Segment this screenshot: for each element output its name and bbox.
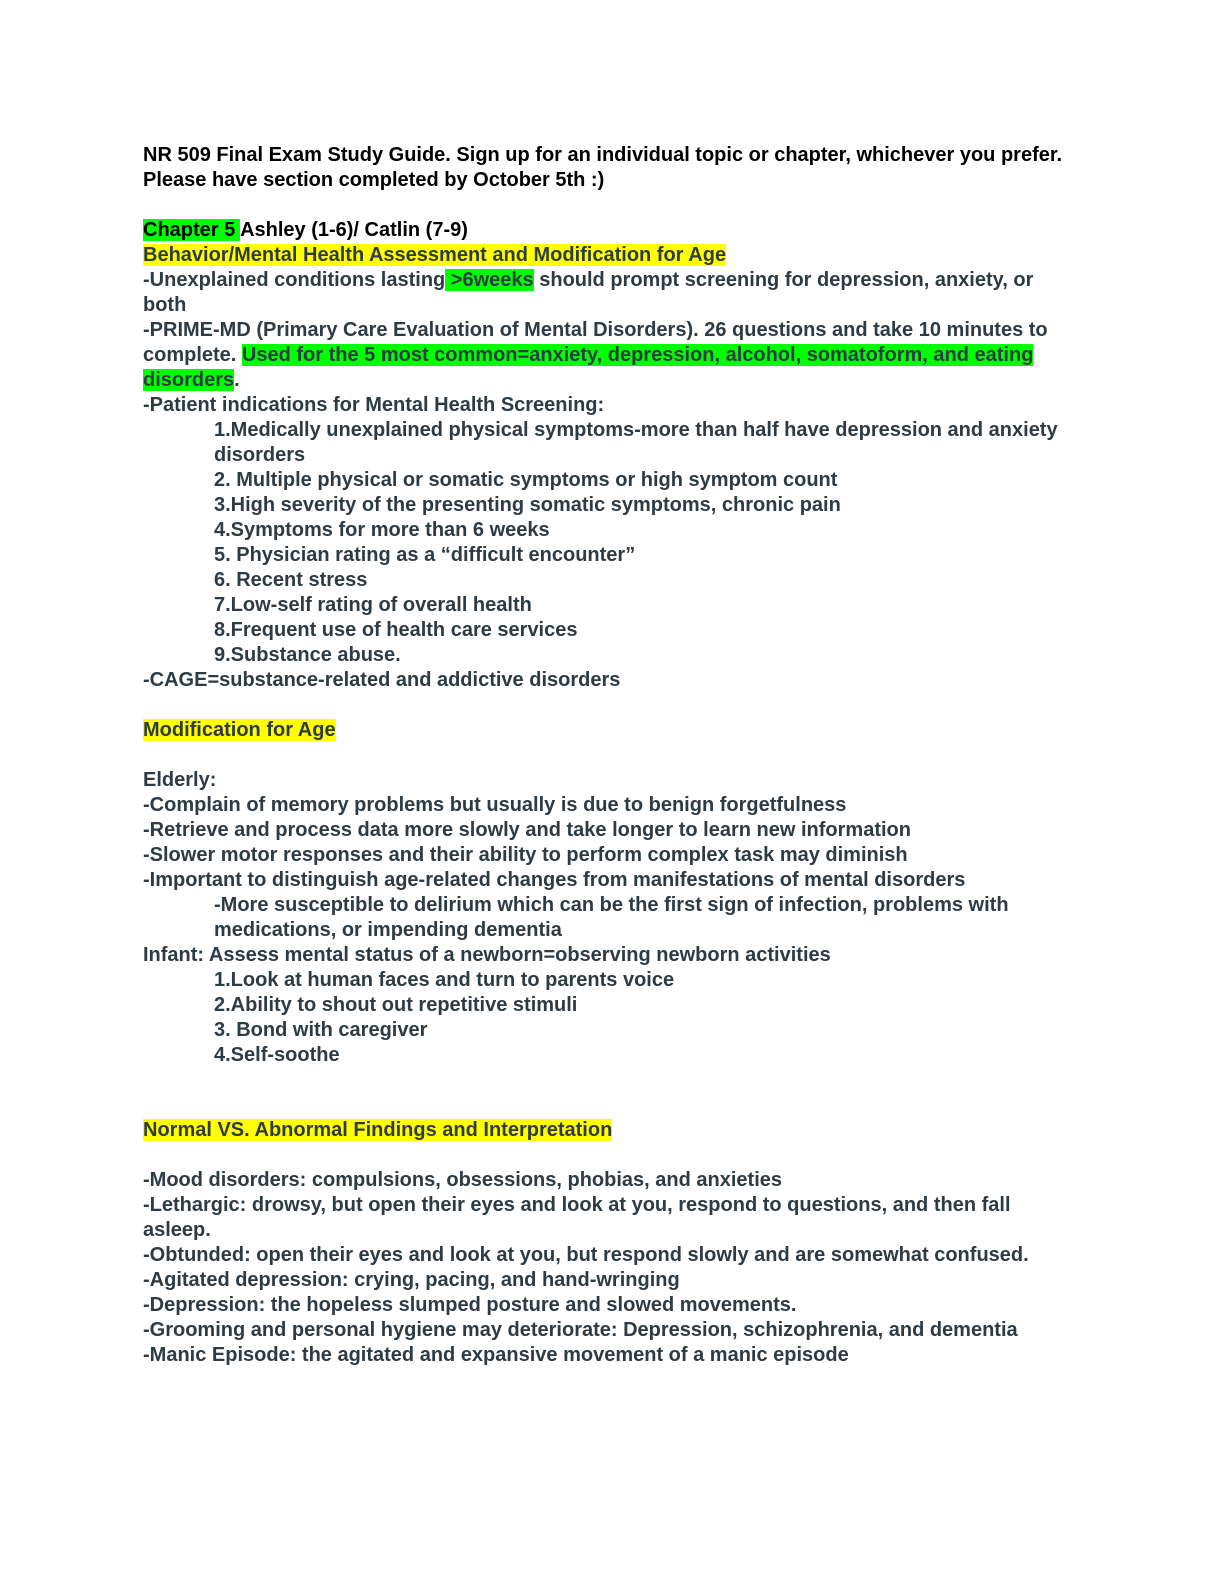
text-run: -Obtunded: open their eyes and look at you, but respond slowly and are somewhat confused. (143, 1244, 1029, 1266)
green-highlighted-text: >6weeks (445, 269, 534, 291)
paragraph (143, 1343, 1063, 1368)
paragraph (143, 843, 1063, 868)
text-run: 2.Ability to shout out repetitive stimuli (214, 994, 578, 1016)
text-run: -Unexplained conditions lasting (143, 269, 446, 291)
text-run: 3.High severity of the presenting somatic symptoms, chronic pain (214, 494, 841, 516)
list-item (143, 468, 1063, 493)
paragraph (143, 868, 1063, 893)
green-highlighted-text: Chapter 5 (143, 219, 241, 241)
blank-line (143, 1093, 1063, 1118)
list-item (143, 1018, 1063, 1043)
blank-line (143, 693, 1063, 718)
text-run: 1.Medically unexplained physical symptoms-more than half have depression and anxiety disorders (214, 419, 1058, 466)
list-item (143, 518, 1063, 543)
text-run: 3. Bond with caregiver (214, 1019, 428, 1041)
list-item (143, 568, 1063, 593)
text-run: 8.Frequent use of health care services (214, 619, 578, 641)
text-run: -CAGE=substance-related and addictive disorders (143, 669, 621, 691)
text-run: -Manic Episode: the agitated and expansive movement of a manic episode (143, 1344, 849, 1366)
text-run: -PRIME-MD (Primary Care Evaluation of Mental Disorders). 26 questions and take 10 minutes to complete. (143, 319, 1048, 366)
text-run: 4.Self-soothe (214, 1044, 340, 1066)
section-heading (143, 718, 1063, 743)
paragraph (143, 1168, 1063, 1193)
section-heading (143, 243, 1063, 268)
doc-title (143, 143, 1063, 193)
text-run: -More susceptible to delirium which can be the first sign of infection, problems with medications, or impending dementia (214, 894, 1009, 941)
text-run: 5. Physician rating as a “difficult encounter” (214, 544, 636, 566)
paragraph (143, 1318, 1063, 1343)
paragraph (143, 943, 1063, 968)
paragraph (143, 1243, 1063, 1268)
paragraph (143, 768, 1063, 793)
list-item (143, 643, 1063, 668)
text-run: -Grooming and personal hygiene may deteriorate: Depression, schizophrenia, and dementia (143, 1319, 1018, 1341)
blank-line (143, 193, 1063, 218)
text-run: -Slower motor responses and their ability to perform complex task may diminish (143, 844, 908, 866)
document-page (143, 143, 1063, 1368)
text-run: 4.Symptoms for more than 6 weeks (214, 519, 550, 541)
text-run: Infant: Assess mental status of a newborn=observing newborn activities (143, 944, 831, 966)
text-run: 9.Substance abuse. (214, 644, 401, 666)
paragraph (143, 268, 1063, 318)
paragraph (143, 1193, 1063, 1243)
text-run: Elderly: (143, 769, 217, 791)
text-run: should prompt screening for depression, anxiety, or both (143, 269, 1034, 316)
blank-line (143, 1143, 1063, 1168)
paragraph (143, 1268, 1063, 1293)
yellow-highlighted-text: Normal VS. Abnormal Findings and Interpretation (143, 1119, 613, 1141)
list-item (143, 593, 1063, 618)
list-item (143, 418, 1063, 468)
paragraph (143, 793, 1063, 818)
blank-line (143, 1068, 1063, 1093)
list-item (143, 1043, 1063, 1068)
text-run: -Retrieve and process data more slowly and take longer to learn new information (143, 819, 911, 841)
paragraph (143, 393, 1063, 418)
paragraph (143, 668, 1063, 693)
text-run: -Lethargic: drowsy, but open their eyes and look at you, respond to questions, and then fall asleep. (143, 1194, 1011, 1241)
text-run: 2. Multiple physical or somatic symptoms or high symptom count (214, 469, 838, 491)
paragraph (143, 818, 1063, 843)
text-run: -Complain of memory problems but usually is due to benign forgetfulness (143, 794, 847, 816)
paragraph (143, 318, 1063, 393)
chapter-heading (143, 218, 1063, 243)
paragraph (143, 1293, 1063, 1318)
text-run: -Mood disorders: compulsions, obsessions, phobias, and anxieties (143, 1169, 783, 1191)
text-run: 1.Look at human faces and turn to parents voice (214, 969, 675, 991)
text-run: 7.Low-self rating of overall health (214, 594, 532, 616)
text-run: -Important to distinguish age-related changes from manifestations of mental disorders (143, 869, 966, 891)
section-heading (143, 1118, 1063, 1143)
text-run: -Agitated depression: crying, pacing, and hand-wringing (143, 1269, 680, 1291)
list-item (143, 993, 1063, 1018)
list-item (143, 893, 1063, 943)
list-item (143, 618, 1063, 643)
text-run: . (234, 369, 240, 391)
list-item (143, 493, 1063, 518)
text-run: -Depression: the hopeless slumped posture and slowed movements. (143, 1294, 797, 1316)
text-run: -Patient indications for Mental Health Screening: (143, 394, 605, 416)
green-highlighted-text: Used for the 5 most common=anxiety, depression, alcohol, somatoform, and eating disorders (143, 344, 1034, 391)
list-item (143, 543, 1063, 568)
text-run: 6. Recent stress (214, 569, 368, 591)
blank-line (143, 743, 1063, 768)
yellow-highlighted-text: Modification for Age (143, 719, 336, 741)
yellow-highlighted-text: Behavior/Mental Health Assessment and Modification for Age (143, 244, 727, 266)
text-run: Ashley (1-6)/ Catlin (7-9) (240, 219, 468, 241)
list-item (143, 968, 1063, 993)
text-run: NR 509 Final Exam Study Guide. Sign up for an individual topic or chapter, whichever you prefer. Please have section completed by October 5th :) (143, 144, 1063, 191)
